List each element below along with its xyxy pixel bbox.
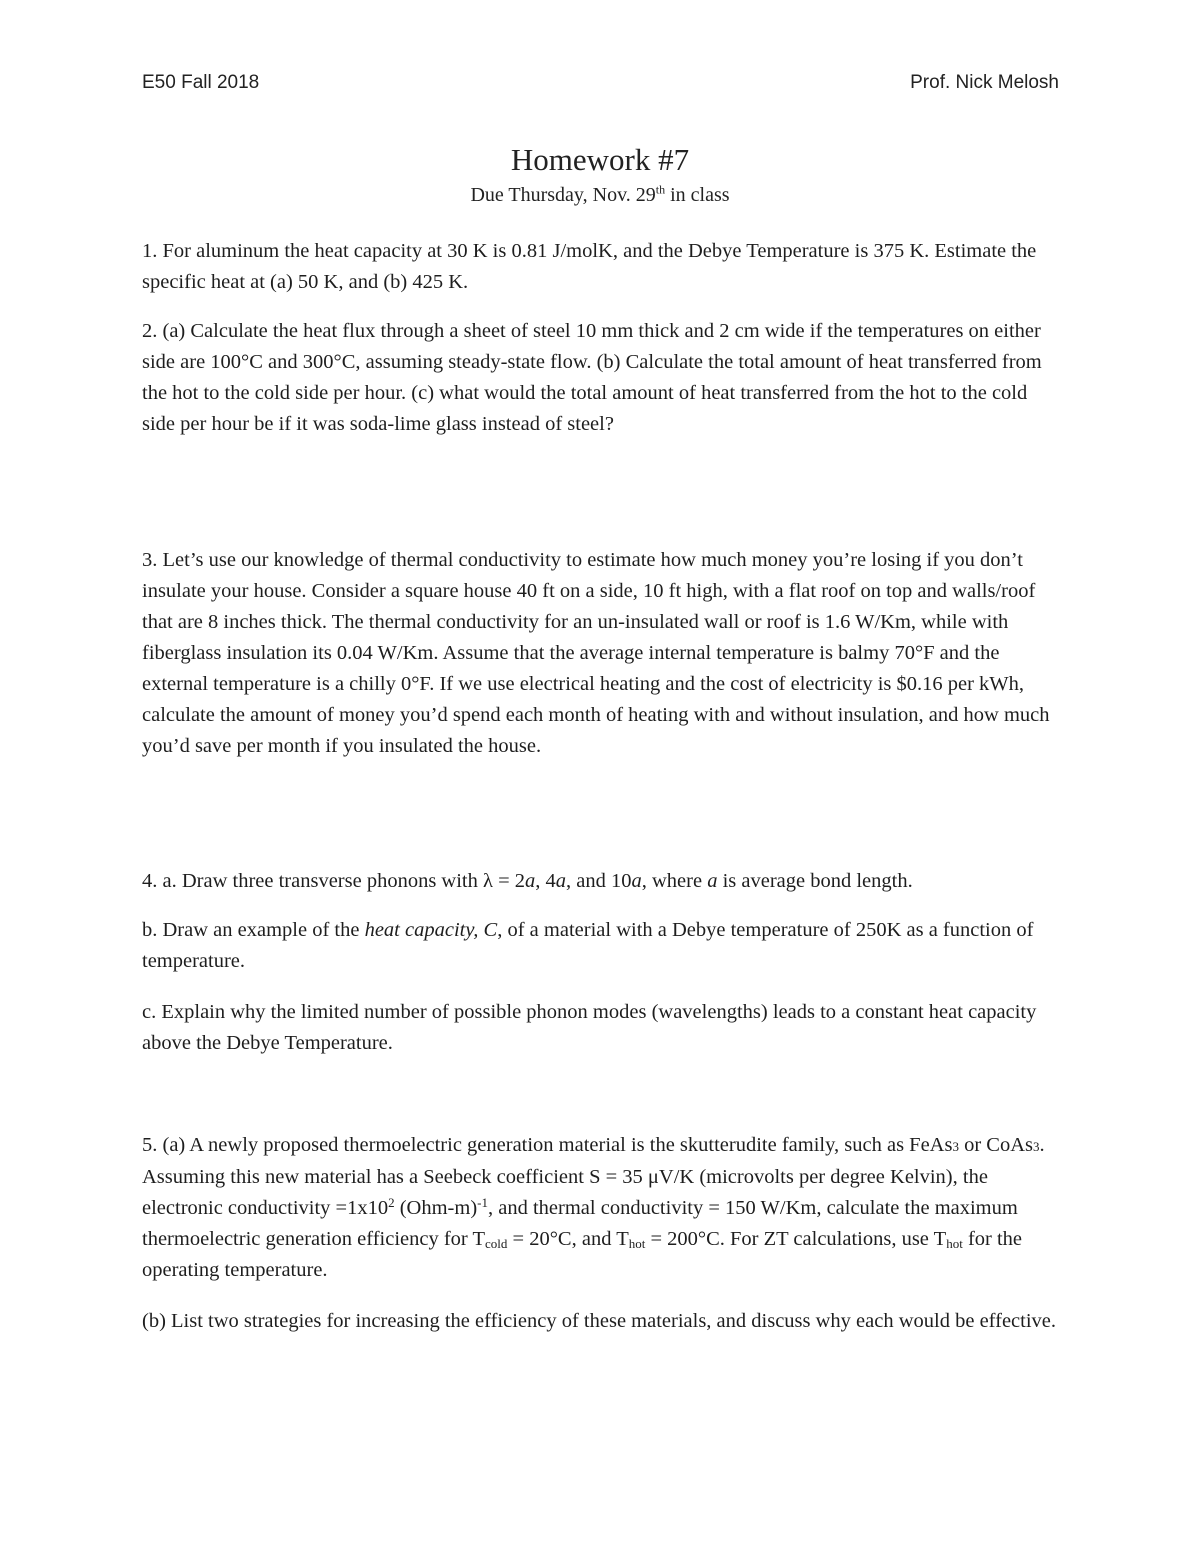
question-3: 3. Let’s use our knowledge of thermal conductivity to estimate how much money you’re losing if you don’t insulate your house. Consider a square house 40 ft on a side, 10 ft high, with a flat roof on top and walls/roof that are 8 inches thick. The thermal conductivity for an un-insulated wall or roof is 1.6 W/Km, while with fiberglass insulation its 0.04 W/Km. Assume that the average internal temperature is balmy 70°F and the external temperature is a chilly 0°F. If we use electrical heating and the cost of electricity is $0.16 per kWh, calculate the amount of money you’d spend each month of heating with and without insulation, and how much you’d save per month if you insulated the house. xyxy=(142,549,1050,757)
q5a-subscript: 3 xyxy=(952,1139,959,1154)
q4a-var: a xyxy=(631,870,642,892)
due-superscript: th xyxy=(655,182,666,197)
q5a-text: . Assuming this new material has a Seebeck coefficient S = 35 μV/K (microvolts per degree Kelvin), the electronic conductivity =1x10 xyxy=(142,1134,1045,1219)
question-5a xyxy=(142,1130,1060,1286)
q5a-text: = 200°C. For ZT calculations, use T xyxy=(645,1228,947,1250)
q5a-text: or CoAs xyxy=(958,1134,1034,1156)
q4b-italic: heat capacity, C xyxy=(364,919,498,941)
professor-header: Prof. Nick Melosh xyxy=(910,72,1059,93)
question-1: 1. For aluminum the heat capacity at 30 K is 0.81 J/molK, and the Debye Temperature is 375 K. Estimate the specific heat at (a) 50 K, and (b) 425 K. xyxy=(142,240,1037,293)
question-4b xyxy=(142,915,1060,977)
question-4c: c. Explain why the limited number of possible phonon modes (wavelengths) leads to a constant heat capacity above the Debye Temperature. xyxy=(142,1001,1037,1054)
q5a-text: , and thermal conductivity = 150 W/Km, calculate the maximum thermoelectric generation efficiency for T xyxy=(142,1197,1018,1250)
q5a-superscript: -1 xyxy=(477,1195,489,1210)
q4b-prefix: b. Draw an example of the xyxy=(142,919,365,941)
q5a-superscript: 2 xyxy=(388,1195,395,1210)
q4a-mid: , 4 xyxy=(535,870,556,892)
due-prefix: Due Thursday, Nov. 29 xyxy=(470,184,656,206)
question-5b: (b) List two strategies for increasing the efficiency of these materials, and discuss why each would be effective. xyxy=(142,1310,1057,1332)
q5a-subscript: hot xyxy=(946,1236,963,1251)
q4a-suffix: is average bond length. xyxy=(717,870,913,892)
q5a-subscript: cold xyxy=(485,1236,508,1251)
q5a-subscript: 3 xyxy=(1033,1139,1040,1154)
q5a-subscript: hot xyxy=(628,1236,646,1251)
due-date xyxy=(0,184,1200,207)
q4b-suffix: , of a material with a Debye temperature of 250K as a function of temperature. xyxy=(142,919,1034,972)
q4a-prefix: 4. a. Draw three transverse phonons with λ = 2 xyxy=(142,870,526,892)
q5a-text: = 20°C, and T xyxy=(507,1228,629,1250)
q4a-var: a xyxy=(707,870,718,892)
q4a-mid: , and 10 xyxy=(566,870,632,892)
q5a-text: for the operating temperature. xyxy=(142,1228,1023,1281)
question-4a xyxy=(142,866,1060,897)
due-suffix: in class xyxy=(665,184,730,206)
q4a-var: a xyxy=(525,870,536,892)
q4a-mid: , where xyxy=(641,870,708,892)
course-header: E50 Fall 2018 xyxy=(142,72,260,93)
q5a-text: 5. (a) A newly proposed thermoelectric generation material is the skutterudite family, such as FeAs xyxy=(142,1134,953,1156)
question-2: 2. (a) Calculate the heat flux through a sheet of steel 10 mm thick and 2 cm wide if the temperatures on either side are 100°C and 300°C, assuming steady-state flow. (b) Calculate the total amount of heat transferred from the hot to the cold side per hour. (c) what would the total amount of heat transferred from the hot to the cold side per hour be if it was soda-lime glass instead of steel? xyxy=(142,320,1042,435)
page-title: Homework #7 xyxy=(510,142,690,177)
q4a-var: a xyxy=(555,870,567,892)
q5a-text: (Ohm-m) xyxy=(394,1197,478,1219)
